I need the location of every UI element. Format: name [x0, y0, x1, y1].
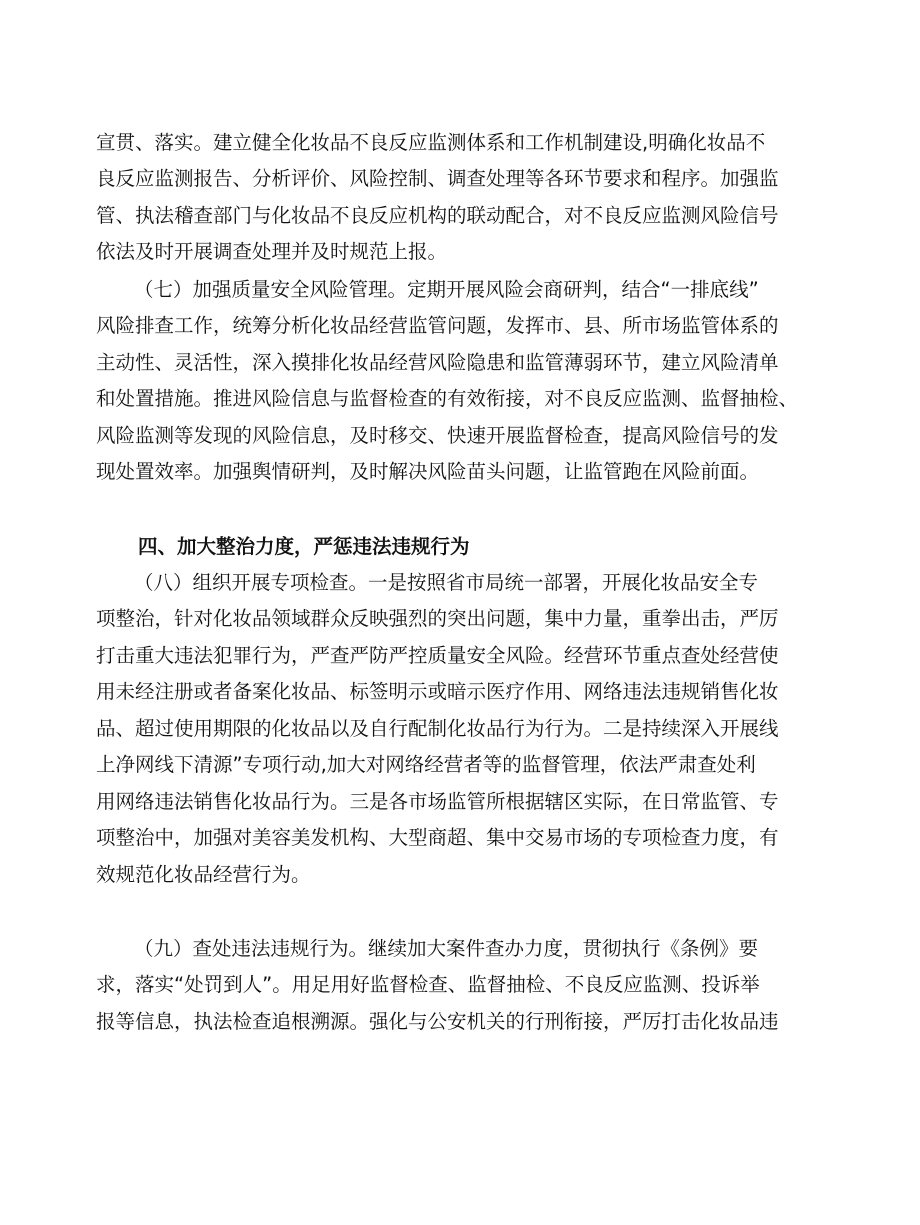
body-text-line: 打击重大违法犯罪行为，严查严防严控质量安全风险。经营环节重点查处经营使: [96, 644, 779, 667]
body-text-line: 报等信息，执法检查追根溯源。强化与公安机关的行刑衔接，严厉打击化妆品违: [96, 1010, 779, 1033]
body-text-line: 项整治中，加强对美容美发机构、大型商超、集中交易市场的专项检查力度，有: [96, 826, 779, 849]
body-text-line: 良反应监测报告、分析评价、风险控制、调查处理等各环节要求和程序。加强监: [96, 167, 779, 190]
body-text-line: 和处置措施。推进风险信息与监督检查的有效衔接，对不良反应监测、监督抽检、: [96, 387, 799, 410]
body-text-line: 风险监测等发现的风险信息，及时移交、快速开展监督检查，提高风险信号的发: [96, 424, 779, 447]
body-text-line: 宣贯、落实。建立健全化妆品不良反应监测体系和工作机制建设,明确化妆品不: [96, 131, 766, 154]
body-text-line: 管、执法稽查部门与化妆品不良反应机构的联动配合，对不良反应监测风险信号: [96, 204, 779, 227]
section-heading: 四、加大整治力度，严惩违法违规行为: [138, 535, 470, 558]
body-text-line: 效规范化妆品经营行为。: [96, 863, 311, 886]
body-text-line: 项整治，针对化妆品领域群众反映强烈的突出问题，集中力量，重拳出击，严厉: [96, 607, 779, 630]
paragraph-first-line: （九）查处违法违规行为。继续加大案件查办力度，贯彻执行《条例》要: [134, 937, 759, 960]
body-text-line: 求，落实“处罚到人”。用足用好监督检查、监督抽检、不良反应监测、投诉举: [96, 973, 760, 996]
body-text-line: 用未经注册或者备案化妆品、标签明示或暗示医疗作用、网络违法违规销售化妆: [96, 680, 779, 703]
body-text-line: 依法及时开展调查处理并及时规范上报。: [96, 240, 448, 263]
paragraph-first-line: （七）加强质量安全风险管理。定期开展风险会商研判，结合“一排底线”: [134, 278, 759, 301]
body-text-line: 品、超过使用期限的化妆品以及自行配制化妆品行为行为。二是持续深入开展线: [96, 717, 779, 740]
body-text-line: 风险排查工作，统筹分析化妆品经营监管问题，发挥市、县、所市场监管体系的: [96, 314, 779, 337]
paragraph-first-line: （八）组织开展专项检查。一是按照省市局统一部署，开展化妆品安全专: [134, 571, 759, 594]
body-text-line: 现处置效率。加强舆情研判，及时解决风险苗头问题，让监管跑在风险前面。: [96, 460, 760, 483]
body-text-line: 用网络违法销售化妆品行为。三是各市场监管所根据辖区实际，在日常监管、专: [96, 790, 779, 813]
body-text-line: 上净网线下清源”专项行动,加大对网络经营者等的监督管理，依法严肃查处利: [96, 753, 756, 776]
body-text-line: 主动性、灵活性，深入摸排化妆品经营风险隐患和监管薄弱环节，建立风险清单: [96, 351, 779, 374]
